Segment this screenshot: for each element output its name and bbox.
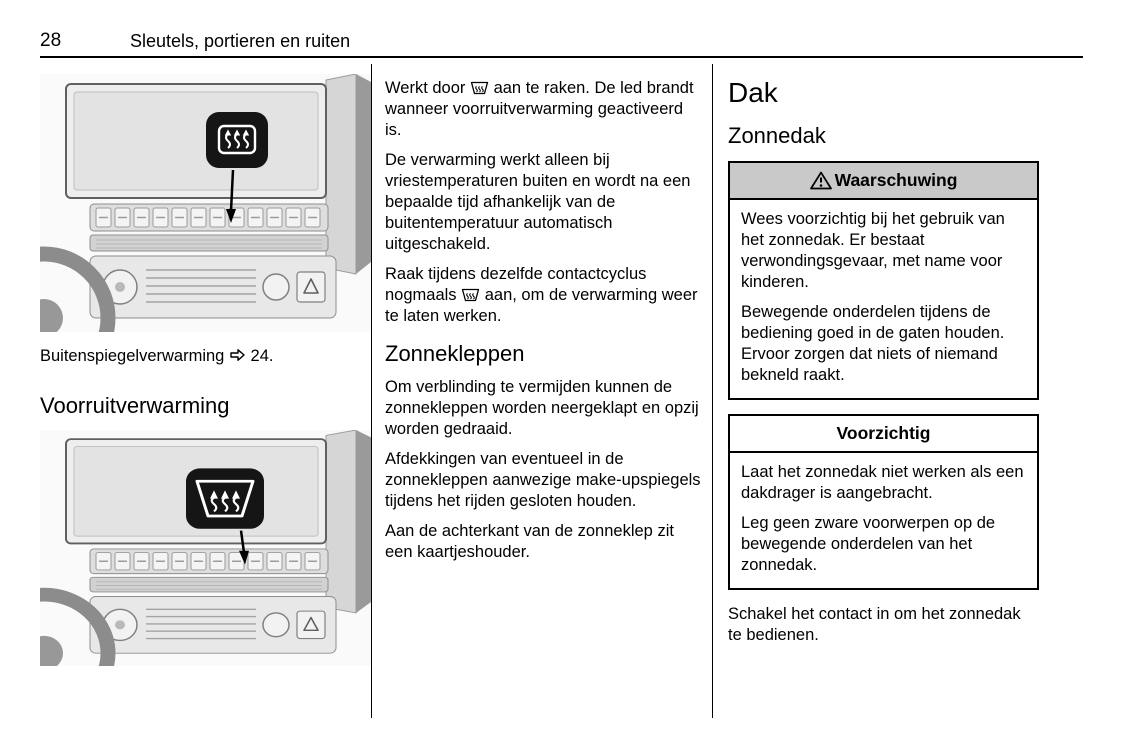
section-heading-voorruitverwarming: Voorruitverwarming <box>40 393 230 418</box>
page-number: 28 <box>40 30 62 51</box>
windshield-defrost-icon <box>461 287 480 302</box>
illustration-rear-window-defrost-button <box>40 74 371 337</box>
column-divider-left <box>371 64 372 718</box>
chapter-title: Sleutels, portieren en ruiten <box>130 31 351 51</box>
caution-box-header <box>730 416 1037 453</box>
paragraph: Bewegende onderdelen tijdens de bediening goed in de gaten houden. Ervoor zorgen dat niets of niemand bekneld raakt. <box>741 303 1005 384</box>
section-heading-zonnekleppen: Zonnekleppen <box>385 341 525 366</box>
windshield-defrost-icon <box>186 468 264 528</box>
middle-column <box>385 78 701 572</box>
left-column <box>40 74 371 671</box>
paragraph: Wees voorzichtig bij het gebruik van het zonnedak. Er bestaat verwondingsgevaar, met name voor kinderen. <box>741 210 1005 291</box>
paragraph-text: aan, om de verwarming weer te laten werken. <box>385 286 698 325</box>
dashboard-illustration-2 <box>40 430 371 666</box>
paragraph: Afdekkingen van eventueel in de zonnekleppen aanwezige make-upspiegels tijdens het rijden gesloten houden. <box>385 450 701 510</box>
warning-box-body <box>730 200 1037 398</box>
illustration-windshield-defrost-button <box>40 430 371 671</box>
main-heading-dak: Dak <box>728 77 778 108</box>
section-heading-zonnedak: Zonnedak <box>728 123 826 148</box>
paragraph <box>385 78 701 141</box>
figure-caption <box>40 346 371 367</box>
rear-window-defrost-icon <box>206 112 268 168</box>
paragraph: Aan de achterkant van de zonneklep zit een kaartjeshouder. <box>385 522 674 561</box>
paragraph: Leg geen zware voorwerpen op de bewegende onderdelen van het zonnedak. <box>741 514 996 574</box>
paragraph-text: aan te raken. De led brandt wanneer voorruitverwarming geactiveerd is. <box>385 79 694 139</box>
dashboard-illustration-1 <box>40 74 371 332</box>
reference-arrow-icon <box>229 348 246 362</box>
column-divider-right <box>712 64 713 718</box>
paragraph-text: Raak tijdens dezelfde contactcyclus nogmaals <box>385 265 647 304</box>
warning-triangle-icon <box>810 171 832 190</box>
warning-box <box>728 161 1039 400</box>
caution-box-title: Voorzichtig <box>836 423 931 443</box>
caption-page-ref: 24. <box>250 347 274 365</box>
caution-box-body <box>730 453 1037 588</box>
caution-box <box>728 414 1039 590</box>
paragraph <box>385 264 701 327</box>
paragraph-text: Werkt door <box>385 79 466 97</box>
header-rule <box>40 56 1083 58</box>
paragraph: De verwarming werkt alleen bij vriestemperaturen buiten en wordt na een bepaalde tijd afhankelijk van de buitentemperatuur automatisch uitgeschakeld. <box>385 151 691 253</box>
paragraph: Laat het zonnedak niet werken als een dakdrager is aangebracht. <box>741 463 1024 502</box>
warning-box-header <box>730 163 1037 200</box>
warning-box-title: Waarschuwing <box>834 170 958 190</box>
caption-text: Buitenspiegelverwarming <box>40 347 225 365</box>
paragraph: Om verblinding te vermijden kunnen de zonnekleppen worden neergeklapt en opzij worden gedraaid. <box>385 378 699 438</box>
right-column <box>728 76 1038 655</box>
windshield-defrost-icon <box>470 80 489 95</box>
closing-paragraph: Schakel het contact in om het zonnedak te bedienen. <box>728 605 1021 644</box>
